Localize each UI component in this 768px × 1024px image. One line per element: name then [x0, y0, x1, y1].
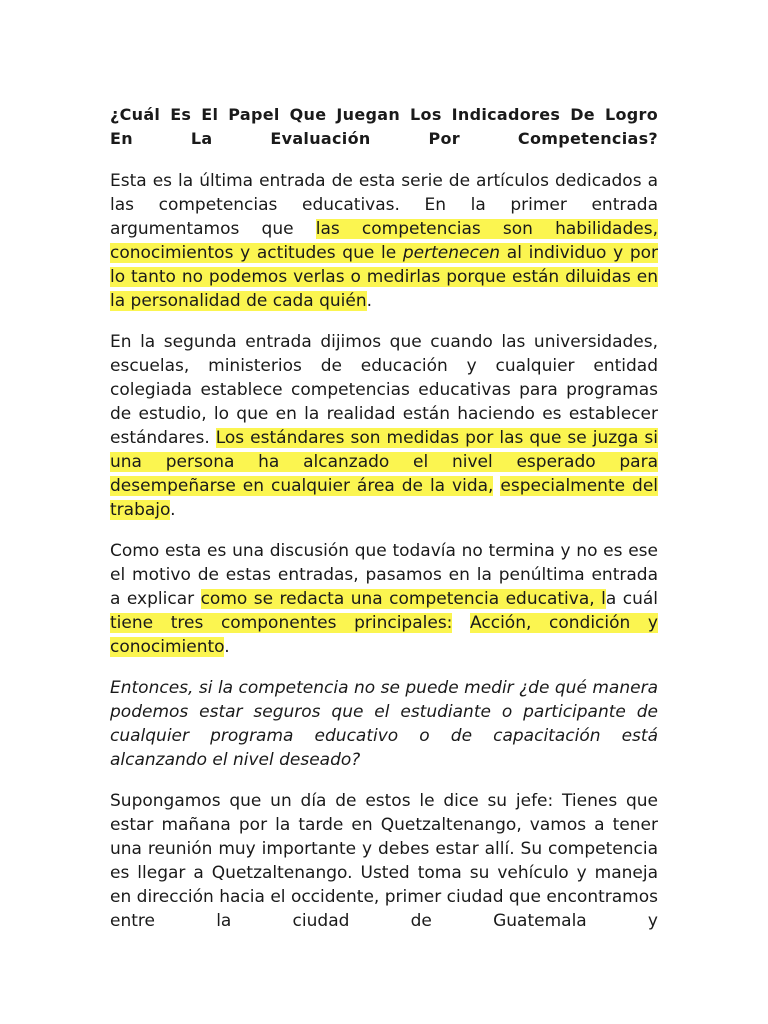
article-title	[110, 103, 658, 151]
paragraph-1	[110, 169, 658, 313]
paragraph-text: Como esta es una discusión que todavía no termina y no es ese el motivo de estas entradas, pasamos en la penúltima entrada a explicar	[110, 541, 658, 609]
paragraph-text: a cuál	[605, 589, 658, 609]
highlighted-text-part: las competencias son habilidades, conocimientos y actitudes que le	[110, 219, 658, 263]
paragraph-3	[110, 539, 658, 659]
paragraph-text: En la segunda entrada dijimos que cuando las universidades, escuelas, ministerios de educación y cualquier entidad colegiada establece competencias educativas para programas de estudio, lo que en la realidad están haciendo es establecer estándares.	[110, 332, 658, 448]
paragraph-text	[452, 613, 470, 633]
highlighted-text: Los estándares son medidas por las que se juzga si una persona ha alcanzado el nivel esperado para desempeñarse en cualquier área de la vida,	[110, 428, 658, 496]
highlighted-text: especialmente del trabajo	[110, 476, 658, 520]
highlighted-text: tiene tres componentes principales:	[110, 613, 453, 633]
paragraph-text: Esta es la última entrada de esta serie de artículos dedicados a las competencias educativas. En la primer entrada argumentamos que	[110, 171, 658, 239]
paragraph-5: Supongamos que un día de estos le dice su jefe: Tienes que estar mañana por la tarde en Quetzaltenango, vamos a tener una reunión muy importante y debes estar allí. Su competencia es llegar a Quetzaltenango. Usted toma su vehículo y maneja en dirección hacia el occidente, primer ciudad que encontramos entre la ciudad de Guatemala y	[110, 791, 658, 931]
paragraph-2	[110, 330, 658, 522]
highlighted-text-part: al individuo y por lo tanto no podemos verlas o medirlas porque están diluidas en la personalidad de cada quién	[110, 243, 659, 311]
paragraph-4: Entonces, si la competencia no se puede medir ¿de qué manera podemos estar seguros que el estudiante o participante de cualquier programa educativo o de capacitación está alcanzando el nivel deseado?	[110, 678, 658, 770]
highlighted-text: como se redacta una competencia educativa, l	[200, 589, 606, 609]
highlighted-text: Acción, condición y conocimiento	[110, 613, 658, 657]
paragraph-text: .	[224, 637, 230, 657]
title-line-1: ¿Cuál Es El Papel Que Juegan Los Indicadores De Logro	[110, 105, 658, 124]
paragraph-text: .	[170, 500, 176, 520]
emphasized-text: pertenecen	[402, 243, 501, 263]
title-line-2: En La Evaluación Por Competencias?	[110, 129, 658, 148]
paragraph-text: .	[366, 291, 373, 311]
